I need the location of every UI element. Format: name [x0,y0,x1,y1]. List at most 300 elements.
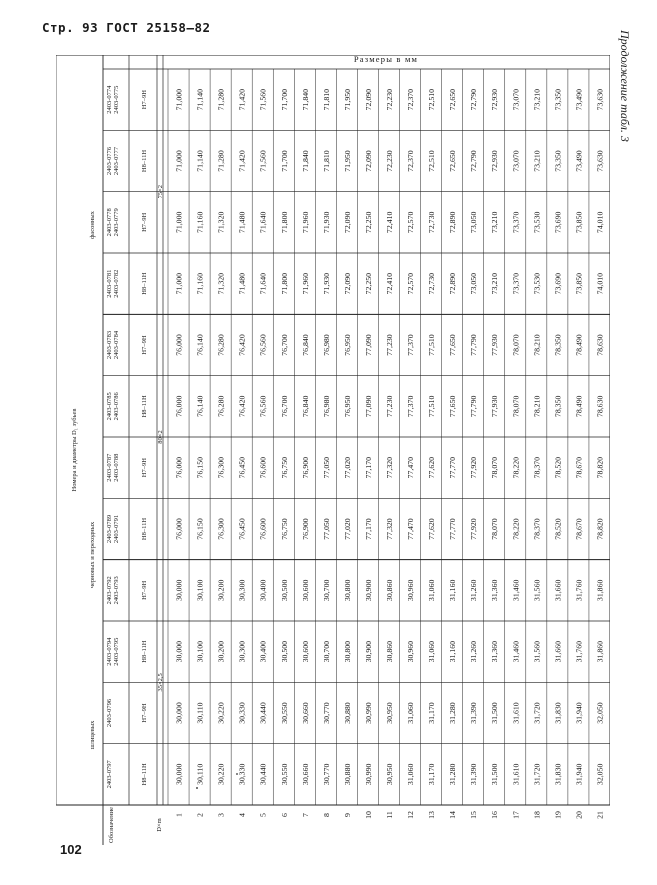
cell-value: 31,260 [469,579,479,602]
designation-label: 2403-0794 [106,637,113,666]
cell-value: 71,840 [300,150,310,172]
row-number: 8 [321,813,331,817]
cell-value: 30,800 [342,640,352,663]
group-label: черновых и переходных [89,521,96,589]
page-number: 102 [60,842,82,857]
tolerance-label: H8–11H [141,272,148,295]
cell-value: 71,950 [342,88,352,111]
cell-value: 71,700 [279,88,289,111]
designation-label: 2403-0774 [106,85,113,114]
cell-value: 76,150 [195,456,205,479]
cell-value: 30,770 [321,763,331,786]
cell-value: 77,770 [448,456,458,479]
cell-value: 30,950 [385,702,394,724]
cell-value: 30,990 [363,702,373,724]
cell-value: 71,320 [216,211,226,234]
cell-value: 30,500 [279,579,289,602]
designation-label: 2403-0788 [113,453,120,482]
cell-value: 76,280 [216,334,226,356]
cell-value: 76,900 [300,518,310,540]
row-number: 3 [216,813,226,817]
cell-value: 72,570 [406,211,416,234]
cell-value: 30,950 [385,763,394,786]
cell-value: 78,070 [490,518,500,540]
cell-value: 30,550 [279,763,289,786]
row-number: 11 [385,811,394,819]
cell-value: 31,860 [595,579,605,602]
designation-label: 2403-0786 [113,392,120,421]
cell-value: 76,750 [279,518,289,540]
cell-value: 73,370 [511,211,521,234]
cell-value: 30,660 [300,702,310,724]
cell-value: 31,060 [427,579,437,602]
cell-value: 71,280 [216,88,226,111]
cell-value: 72,250 [363,211,373,234]
cell-value: 31,760 [574,579,584,602]
cell-value: 76,750 [279,456,289,479]
cell-value: 74,010 [595,211,605,234]
cell-value: 73,210 [490,211,500,234]
cell-value: 76,000 [174,395,184,418]
cell-value: 78,210 [532,334,542,356]
cell-value: 78,670 [574,518,584,540]
designation-label: 2403-0795 [113,637,120,666]
cell-value: 76,900 [300,456,310,479]
row-number: 12 [406,811,416,819]
designation-label: 2403-0784 [113,330,120,360]
cell-value: 30,110 [195,702,205,724]
cell-value: 72,730 [427,272,437,295]
cell-value: 77,920 [469,518,479,540]
row-number: 1 [174,813,184,817]
row-number: 5 [258,813,268,817]
cell-value: 78,520 [553,456,563,479]
cell-value: 30,000 [174,640,184,663]
cell-value: 31,760 [574,640,584,663]
margin-label: Номера и диаметры D₁ зубьев [71,408,78,492]
cell-value: 73,490 [574,150,584,172]
cell-value: 76,980 [321,334,331,356]
cell-value: 31,060 [427,640,437,663]
cell-value: 77,930 [490,334,500,356]
tolerance-label: H8–11H [141,517,148,541]
cell-value: 73,850 [574,211,584,234]
cell-value: 73,370 [511,272,521,295]
designation-label: 2403-0789 [106,514,113,544]
cell-value: 30,330 [237,702,247,724]
cell-value: 76,950 [342,334,352,356]
cell-value: 78,220 [511,518,521,540]
cell-value: 76,560 [258,334,268,356]
cell-value: 77,620 [427,518,437,540]
cell-value: 71,560 [258,88,268,111]
cell-value: 72,230 [385,150,394,172]
designation-label: 2403-0783 [106,330,113,360]
tolerance-label: H7–9H [141,458,148,478]
cell-value: 77,770 [448,518,458,540]
size-group-label: 35×2,5 [157,673,164,692]
row-number: 2 [195,813,205,817]
cell-value: 77,170 [363,518,373,540]
cell-value: 72,930 [490,88,500,111]
cell-value: 31,170 [427,702,437,724]
cell-value: 78,350 [553,334,563,356]
cell-value: 32,050 [595,702,605,724]
table-cells [71,55,604,843]
cell-value: 77,050 [321,456,331,479]
cell-value: 71,000 [174,211,184,234]
cell-value: 76,150 [195,518,205,540]
row-number: 19 [553,811,563,819]
cell-value: 31,170 [427,763,437,786]
designation-label: 2403-0779 [113,208,120,237]
cell-value: 71,640 [258,211,268,234]
cell-value: 31,830 [553,763,563,786]
cell-value: 30,200 [216,579,226,602]
cell-value: 73,630 [595,88,605,111]
cell-value: 76,950 [342,395,352,418]
cell-value: 78,370 [532,456,542,479]
cell-value: 31,160 [448,640,458,663]
cell-value: 71,000 [174,88,184,111]
cell-value: 76,450 [237,518,247,540]
designation-label: 2403-0787 [106,453,113,482]
cell-value: 76,560 [258,395,268,418]
cell-value: 78,820 [595,456,605,479]
cell-value: 30,300 [237,640,247,663]
cell-value: 72,890 [448,272,458,295]
cell-value: 77,790 [469,334,479,356]
continuation-label: Продолжение табл. 3 [618,30,632,142]
cell-value: 73,070 [511,150,521,172]
cell-value: 30,100 [195,640,205,663]
cell-value: 30,400 [258,579,268,602]
cell-value: 31,460 [511,579,521,602]
tolerance-label: H7–9H [141,212,148,232]
cell-value: 71,140 [195,88,205,111]
cell-value: 72,090 [342,272,352,295]
cell-value: 78,070 [511,334,521,356]
cell-value: 73,530 [532,211,542,234]
cell-value: 73,350 [553,88,563,111]
cell-value: 78,670 [574,456,584,479]
cell-value: 30,660 [300,763,310,786]
cell-value: 77,230 [385,395,394,418]
cell-value: 77,790 [469,395,479,418]
cell-value: 76,300 [216,456,226,479]
cell-value: 30,400 [258,640,268,663]
cell-value: 77,470 [406,518,416,540]
cell-value: 30,800 [342,579,352,602]
cell-value: 31,160 [448,579,458,602]
cell-value: 78,520 [553,518,563,540]
cell-value: 30,440 [258,702,268,724]
cell-value: 77,920 [469,456,479,479]
cell-value: 74,010 [595,272,605,295]
tolerance-label: H7–9H [141,90,148,110]
designation-label: 2403-0775 [113,85,120,114]
cell-value: 76,000 [174,456,184,479]
cell-value: 77,370 [406,395,416,418]
cell-value: 30,960 [406,640,416,663]
cell-value: 72,650 [448,150,458,172]
cell-value: 71,000 [174,272,184,295]
cell-value: 72,410 [385,272,394,295]
cell-value: 76,600 [258,456,268,479]
cell-value: 71,480 [237,211,247,234]
cell-value: 72,250 [363,272,373,295]
row-number: 6 [279,813,289,817]
cell-value: 78,220 [511,456,521,479]
cell-value: 31,660 [553,640,563,663]
cell-value: 77,620 [427,456,437,479]
tolerance-label: H8–11H [141,640,148,663]
cell-value: 76,450 [237,456,247,479]
cell-value: 31,610 [511,763,521,786]
tolerance-label: H8–11H [141,149,148,173]
row-number: 13 [427,811,437,819]
cell-value: 30,000 [174,763,184,786]
cell-value: 73,690 [553,272,563,295]
cell-value: 71,840 [300,88,310,111]
cell-value: 31,660 [553,579,563,602]
cell-value: 77,230 [385,334,394,356]
row-number: 4 [237,813,247,817]
tolerance-label: H7–9H [141,335,148,355]
cell-value: 71,640 [258,272,268,295]
cell-value: 77,650 [448,334,458,356]
cell-value: 76,600 [258,518,268,540]
cell-value: 76,700 [279,334,289,356]
cell-value: 31,720 [532,763,542,786]
cell-value: 71,140 [195,150,205,172]
designation-label: 2403-0792 [106,576,113,605]
row-number: 10 [363,811,373,819]
cell-value: 72,790 [469,88,479,111]
cell-value: 30,860 [385,579,394,602]
tolerance-label: H8–11H [141,395,148,418]
cell-value: 31,060 [406,763,416,786]
cell-value: 31,860 [595,640,605,663]
cell-value: 71,480 [237,272,247,295]
cell-value: 71,800 [279,272,289,295]
cell-value: 78,370 [532,518,542,540]
cell-value: 78,070 [511,395,521,418]
cell-value: 76,000 [174,518,184,540]
cell-value: 76,840 [300,334,310,356]
cell-value: 30,000 [174,702,184,724]
cell-value: 73,210 [532,150,542,172]
cell-value: 30,770 [321,702,331,724]
cell-value: 30,900 [363,579,373,602]
cell-value: 71,960 [300,272,310,295]
cell-value: 31,610 [511,702,521,724]
cell-value: 77,650 [448,395,458,418]
cell-value: 73,210 [532,88,542,111]
cell-value: 30,220 [216,763,226,786]
cell-value: 72,570 [406,272,416,295]
cell-value: 72,650 [448,88,458,111]
cell-value: 30,330 [237,763,247,786]
cell-value: 73,210 [490,272,500,295]
cell-value: 72,090 [363,88,373,111]
cell-value: 77,930 [490,395,500,418]
cell-value: 72,790 [469,150,479,172]
cell-value: 76,700 [279,395,289,418]
designation-label: 2403-0791 [113,514,120,544]
designation-label: 2403-0797 [106,760,113,789]
designation-label: 2403-0785 [106,392,113,421]
cell-value: 76,140 [195,395,205,418]
header-size: D×m [156,818,163,832]
cell-value: 31,500 [490,702,500,724]
cell-value: 31,720 [532,702,542,724]
cell-value: 31,940 [574,702,584,724]
row-number: 20 [574,811,584,819]
cell-value: 31,360 [490,640,500,663]
page-header: Стр. 93 ГОСТ 25158—82 [42,20,211,35]
cell-value: 30,110 [195,763,205,785]
cell-value: 71,810 [321,150,331,172]
row-number: 14 [448,811,458,819]
cell-value: 71,280 [216,150,226,172]
row-number: 17 [511,811,521,819]
cell-value: 73,630 [595,150,605,172]
cell-value: 76,840 [300,395,310,418]
cell-value: 31,560 [532,579,542,602]
cell-value: 77,020 [342,518,352,540]
cell-value: 71,160 [195,272,205,295]
cell-value: 78,630 [595,395,605,418]
cell-value: 78,820 [595,518,605,540]
cell-value: 76,420 [237,334,247,356]
cell-value: 30,500 [279,640,289,663]
cell-value: 77,020 [342,456,352,479]
cell-value: 71,930 [321,272,331,295]
cell-value: 30,000 [174,579,184,602]
header-designation: Обозначение [108,807,115,843]
cell-value: 73,850 [574,272,584,295]
size-group-label: 80×2 [157,430,164,444]
cell-value: 71,950 [342,150,352,172]
size-group-label: 75×2 [157,184,164,199]
cell-value: 71,810 [321,88,331,111]
designation-label: 2403-0777 [113,146,120,176]
cell-value: 30,300 [237,579,247,602]
cell-value: 73,530 [532,272,542,295]
cell-value: 72,890 [448,211,458,234]
row-number: 7 [300,813,310,817]
cell-value: 77,320 [385,456,394,479]
cell-value: 76,140 [195,334,205,356]
designation-label: 2403-0796 [106,698,113,728]
row-number: 15 [469,811,479,819]
cell-value: 72,510 [427,88,437,111]
cell-value: 77,050 [321,518,331,540]
cell-value: 71,420 [237,150,247,172]
cell-value: 78,070 [490,456,500,479]
cell-value: 72,510 [427,150,437,172]
cell-value: 77,320 [385,518,394,540]
cell-value: 72,370 [406,150,416,172]
cell-value: 72,090 [363,150,373,172]
group-label: шлицевых [89,720,96,750]
cell-value: 77,510 [427,334,437,356]
tolerance-label: H8–11H [141,763,148,786]
cell-value: 76,300 [216,518,226,540]
cell-value: 73,050 [469,272,479,295]
cell-value: 78,490 [574,395,584,418]
cell-value: 31,940 [574,763,584,786]
cell-value: 78,210 [532,395,542,418]
cell-value: 77,370 [406,334,416,356]
cell-value: 31,360 [490,579,500,602]
cell-value: 71,000 [174,150,184,172]
row-number: 9 [342,813,352,817]
cell-value: 73,490 [574,88,584,111]
cell-value: 72,370 [406,88,416,111]
designation-label: 2403-0781 [106,269,113,298]
cell-value: 31,500 [490,763,500,786]
tolerance-label: H7–9H [141,580,148,600]
cell-value: 30,700 [321,640,331,663]
cell-value: 30,600 [300,640,310,663]
cell-value: 71,320 [216,272,226,295]
cell-value: 71,960 [300,211,310,234]
table-grid [56,55,610,845]
cell-value: 76,000 [174,334,184,356]
cell-value: 76,420 [237,395,247,418]
cell-value: 30,960 [406,579,416,602]
designation-label: 2403-0776 [106,146,113,176]
cell-value: 30,880 [342,763,352,786]
tolerance-table [56,55,610,845]
designation-label: 2403-0782 [113,269,120,298]
cell-value: 78,490 [574,334,584,356]
cell-value: 31,390 [469,702,479,724]
cell-value: 31,830 [553,702,563,724]
cell-value: 30,550 [279,702,289,724]
cell-value: 77,470 [406,456,416,479]
designation-label: 2403-0778 [106,208,113,237]
cell-value: 30,880 [342,702,352,724]
cell-value: 71,420 [237,88,247,111]
cell-value: 72,410 [385,211,394,234]
cell-value: 77,090 [363,334,373,356]
tolerance-label: H7–9H [141,703,148,723]
cell-value: 31,390 [469,763,479,786]
cell-value: 30,200 [216,640,226,663]
cell-value: 30,600 [300,579,310,602]
row-number: 18 [532,811,542,819]
cell-value: 31,280 [448,702,458,724]
cell-value: 30,220 [216,702,226,724]
cell-value: 76,280 [216,395,226,418]
cell-value: 31,560 [532,640,542,663]
cell-value: 32,050 [595,763,605,786]
cell-value: 72,230 [385,88,394,111]
cell-value: 30,700 [321,579,331,602]
cell-value: 71,800 [279,211,289,234]
cell-value: 72,930 [490,150,500,172]
cell-value: 71,160 [195,211,205,234]
cell-value: 77,090 [363,395,373,418]
cell-value: 30,900 [363,640,373,663]
cell-value: 73,690 [553,211,563,234]
cell-value: 76,980 [321,395,331,418]
cell-value: 73,070 [511,88,521,111]
cell-value: 31,280 [448,763,458,786]
